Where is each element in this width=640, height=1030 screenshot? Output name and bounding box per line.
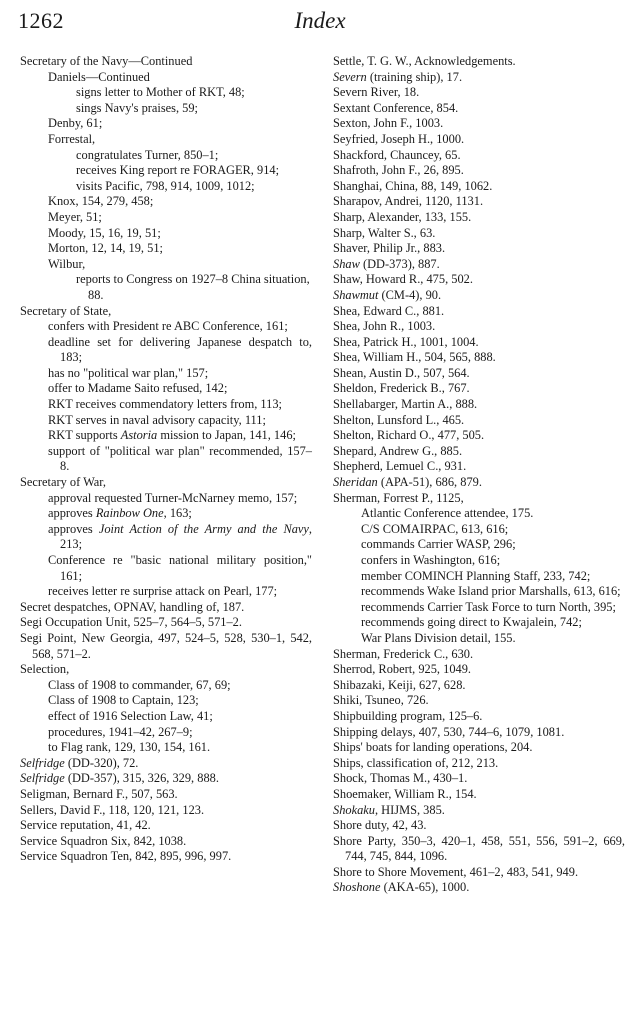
index-subentry: confers with President re ABC Conference, 161;	[48, 319, 288, 334]
index-subentry: Moody, 15, 16, 19, 51;	[48, 225, 161, 240]
index-entry: Shipping delays, 407, 530, 744–6, 1079, 1081.	[333, 724, 565, 739]
index-subentry: Knox, 154, 279, 458;	[48, 194, 154, 209]
index-entry: Shea, Edward C., 881.	[333, 303, 445, 318]
index-entry: Shelton, Lunsford L., 465.	[333, 412, 465, 427]
index-subentry: Forrestal,	[48, 131, 96, 146]
index-entry: Shoemaker, William R., 154.	[333, 786, 477, 801]
index-entry: Segi Occupation Unit, 525–7, 564–5, 571–2.	[20, 615, 242, 630]
index-entry: Severn (training ship), 17.	[333, 69, 463, 84]
index-entry: Sextant Conference, 854.	[333, 100, 459, 115]
index-subentry: C/S COMAIRPAC, 613, 616;	[361, 521, 509, 536]
index-entry: Shean, Austin D., 507, 564.	[333, 365, 470, 380]
index-entry: Shibazaki, Keiji, 627, 628.	[333, 677, 466, 692]
index-entry: Shea, Patrick H., 1001, 1004.	[333, 334, 479, 349]
index-subsubentry: signs letter to Mother of RKT, 48;	[76, 85, 245, 100]
index-subentry: Wilbur,	[48, 256, 86, 271]
index-entry: Shaw (DD-373), 887.	[333, 256, 440, 271]
index-entry: Shokaku, HIJMS, 385.	[333, 802, 445, 817]
index-entry: Secretary of the Navy—Continued	[20, 54, 193, 68]
index-entry: Selection,	[20, 662, 70, 677]
index-entry: Shore Party, 350–3, 420–1, 458, 551, 556, 591–2, 669, 744, 745, 844, 1096.	[333, 833, 625, 864]
index-subsubentry: receives King report re FORAGER, 914;	[76, 163, 280, 178]
index-entry: Shipbuilding program, 125–6.	[333, 708, 483, 723]
index-entry: Sellers, David F., 118, 120, 121, 123.	[20, 802, 205, 817]
index-subentry: receives letter re surprise attack on Pearl, 177;	[48, 584, 278, 599]
index-subentry: Class of 1908 to Captain, 123;	[48, 693, 199, 708]
index-subentry: to Flag rank, 129, 130, 154, 161.	[48, 740, 211, 755]
index-subentry: approval requested Turner-McNarney memo, 157;	[48, 490, 298, 505]
index-subsubentry: visits Pacific, 798, 914, 1009, 1012;	[76, 178, 255, 193]
index-entry: Settle, T. G. W., Acknowledgements.	[333, 54, 516, 68]
index-entry: Shelton, Richard O., 477, 505.	[333, 428, 485, 443]
index-entry: Seligman, Bernard F., 507, 563.	[20, 786, 178, 801]
index-subentry: Atlantic Conference attendee, 175.	[361, 506, 534, 521]
index-subentry: offer to Madame Saito refused, 142;	[48, 381, 228, 396]
index-entry: Shepherd, Lemuel C., 931.	[333, 459, 467, 474]
index-entry: Shea, John R., 1003.	[333, 319, 436, 334]
page-number: 1262	[18, 8, 64, 33]
index-subentry: member COMINCH Planning Staff, 233, 742;	[361, 568, 591, 583]
index-entry: Secretary of War,	[20, 475, 107, 490]
index-entry: Shellabarger, Martin A., 888.	[333, 397, 478, 412]
index-subentry: approves Rainbow One, 163;	[48, 506, 192, 521]
running-head: Index	[294, 8, 346, 33]
index-subentry: commands Carrier WASP, 296;	[361, 537, 516, 552]
index-subentry: Conference re "basic national military position," 161;	[48, 553, 312, 583]
page-header	[18, 8, 622, 38]
index-subentry: recommends going direct to Kwajalein, 742;	[361, 615, 582, 630]
index-entry: Sherman, Frederick C., 630.	[333, 646, 474, 661]
index-entry: Shepard, Andrew G., 885.	[333, 443, 463, 458]
index-subsubentry: reports to Congress on 1927–8 China situation, 88.	[76, 272, 310, 302]
index-entry: Sharp, Walter S., 63.	[333, 225, 436, 240]
index-entry: Ships, classification of, 212, 213.	[333, 755, 499, 770]
index-subentry: confers in Washington, 616;	[361, 553, 501, 567]
index-entry: Shoshone (AKA-65), 1000.	[333, 880, 470, 895]
index-subsubentry: sings Navy's praises, 59;	[76, 100, 199, 115]
index-entry: Severn River, 18.	[333, 85, 420, 100]
index-entry: Service Squadron Ten, 842, 895, 996, 997.	[20, 849, 232, 864]
index-entry: Seyfried, Joseph H., 1000.	[333, 131, 465, 146]
index-subentry: recommends Carrier Task Force to turn North, 395;	[361, 599, 616, 614]
index-entry: Segi Point, New Georgia, 497, 524–5, 528, 530–1, 542, 568, 571–2.	[20, 630, 312, 661]
index-entry: Service Squadron Six, 842, 1038.	[20, 833, 187, 848]
index-entry: Shore to Shore Movement, 461–2, 483, 541, 949.	[333, 864, 579, 879]
index-entry: Shawmut (CM-4), 90.	[333, 287, 442, 302]
index-entry: Shiki, Tsuneo, 726.	[333, 693, 429, 708]
index-entry: Selfridge (DD-320), 72.	[20, 755, 139, 770]
index-subentry: procedures, 1941–42, 267–9;	[48, 724, 193, 739]
index-entry: Sheldon, Frederick B., 767.	[333, 381, 470, 396]
index-entry: Sharapov, Andrei, 1120, 1131.	[333, 194, 484, 209]
index-subentry: approves Joint Action of the Army and the Navy, 213;	[48, 521, 313, 552]
index-entry: Shea, William H., 504, 565, 888.	[333, 350, 496, 365]
index-subentry: RKT supports Astoria mission to Japan, 141, 146;	[48, 428, 296, 443]
index-subentry: Morton, 12, 14, 19, 51;	[48, 241, 163, 256]
index-subentry: RKT receives commendatory letters from, 113;	[48, 397, 282, 412]
index-entry: Sexton, John F., 1003.	[333, 116, 444, 131]
index-subentry: RKT serves in naval advisory capacity, 111;	[48, 412, 266, 427]
index-entry: Shanghai, China, 88, 149, 1062.	[333, 178, 493, 193]
index-subentry: deadline set for delivering Japanese despatch to, 183;	[48, 334, 312, 365]
index-entry: Sherman, Forrest P., 1125,	[333, 490, 464, 505]
index-subentry: Denby, 61;	[48, 116, 103, 131]
index-entry: Shaver, Philip Jr., 883.	[333, 241, 446, 256]
index-entry: Shaw, Howard R., 475, 502.	[333, 272, 473, 287]
index-subentry: Meyer, 51;	[48, 209, 102, 224]
index-entry: Selfridge (DD-357), 315, 326, 329, 888.	[20, 771, 219, 786]
index-subentry: support of "political war plan" recommended, 157–8.	[48, 443, 312, 474]
index-subentry: effect of 1916 Selection Law, 41;	[48, 708, 213, 723]
index-entry: Sheridan (APA-51), 686, 879.	[333, 475, 482, 490]
index-entry: Secret despatches, OPNAV, handling of, 187.	[20, 599, 245, 614]
index-subentry: recommends Wake Island prior Marshalls, 613, 616;	[361, 584, 621, 599]
index-entry: Shafroth, John F., 26, 895.	[333, 163, 464, 178]
index-entry: Sherrod, Robert, 925, 1049.	[333, 662, 472, 677]
index-entry: Sharp, Alexander, 133, 155.	[333, 209, 472, 224]
index-subentry: has no "political war plan," 157;	[48, 365, 209, 380]
index-column-left	[20, 54, 312, 865]
index-subsubentry: congratulates Turner, 850–1;	[76, 147, 219, 162]
index-subentry: War Plans Division detail, 155.	[361, 630, 516, 645]
index-entry: Shore duty, 42, 43.	[333, 818, 427, 833]
index-subentry: Class of 1908 to commander, 67, 69;	[48, 677, 231, 692]
index-entry: Shackford, Chauncey, 65.	[333, 147, 461, 162]
index-subentry: Daniels—Continued	[48, 69, 150, 84]
index-column-right	[333, 54, 625, 896]
index-entry: Ships' boats for landing operations, 204.	[333, 740, 533, 755]
index-entry: Shock, Thomas M., 430–1.	[333, 771, 468, 786]
index-entry: Service reputation, 41, 42.	[20, 818, 151, 833]
index-entry: Secretary of State,	[20, 303, 112, 318]
